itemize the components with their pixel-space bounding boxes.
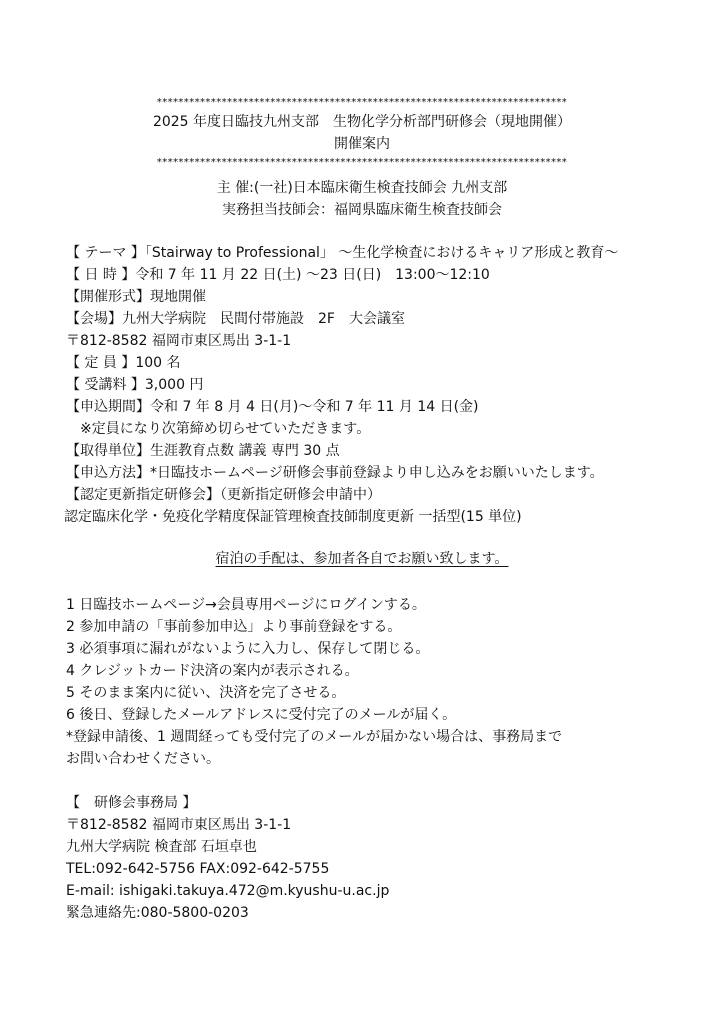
asterisk-divider-top: ****************************************************************************: [156, 97, 568, 108]
practical-organizer: 実務担当技師会：福岡県臨床衛生検査技師会: [222, 202, 502, 218]
application-method-line: 【申込方法】*日臨技ホームページ研修会事前登録より申し込みをお願いいたします。: [66, 465, 604, 481]
certified-training-line: 【認定更新指定研修会】（更新指定研修会申請中）: [66, 487, 381, 503]
step-item-2: 2 参加申請の「事前参加申込」より事前登録をする。: [66, 619, 402, 635]
venue-line: 【会場】九州大学病院 民間付帯施設 2F 大会議室: [66, 311, 405, 327]
credits-line: 【取得単位】生涯教育点数 講義 専門 30 点: [66, 443, 340, 459]
format-line: 【開催形式】現地開催: [66, 289, 206, 305]
fee-line: 【 受講料 】3,000 円: [66, 377, 204, 393]
contact-emergency: 緊急連絡先:080-5800-0203: [66, 905, 249, 921]
contact-affiliation: 九州大学病院 検査部 石垣卓也: [66, 839, 257, 855]
venue-address-line: 〒812-8582 福岡市東区馬出 3-1-1: [66, 333, 292, 349]
asterisk-divider-bottom: ****************************************************************************: [156, 157, 568, 168]
contact-address: 〒812-8582 福岡市東区馬出 3-1-1: [66, 817, 292, 833]
document-subtitle: 開催案内: [334, 136, 390, 152]
contact-heading: 【 研修会事務局 】: [66, 795, 197, 811]
certification-detail-line: 認定臨床化学・免疫化学精度保証管理検査技師制度更新 一括型(15 単位): [64, 509, 522, 525]
capacity-line: 【 定 員 】100 名: [66, 355, 181, 371]
steps-note-line-1: *登録申請後、1 週間経っても受付完了のメールが届かない場合は、事務局まで: [66, 729, 563, 745]
step-item-4: 4 クレジットカード決済の案内が表示される。: [66, 663, 359, 679]
organizer: 主 催:(一社)日本臨床衛生検査技師会 九州支部: [216, 180, 508, 196]
contact-phone-fax: TEL:092-642-5756 FAX:092-642-5755: [66, 861, 330, 877]
step-item-1: 1 日臨技ホームページ→会員専用ページにログインする。: [66, 597, 426, 613]
application-period-line: 【申込期間】令和 7 年 8 月 4 日(月)～令和 7 年 11 月 14 日(金): [66, 399, 479, 415]
capacity-note: ※定員になり次第締め切らせていただきます。: [80, 421, 371, 437]
accommodation-note: 宿泊の手配は、参加者各自でお願い致します。: [215, 551, 509, 567]
document-title: 2025 年度日臨技九州支部 生物化学分析部門研修会（現地開催）: [152, 114, 572, 130]
theme-line: 【 テーマ 】「Stairway to Professional」 ～生化学検査におけるキャリア形成と教育～: [66, 245, 619, 261]
step-item-6: 6 後日、登録したメールアドレスに受付完了のメールが届く。: [66, 707, 457, 723]
step-item-3: 3 必須事項に漏れがないように入力し、保存して閉じる。: [66, 641, 430, 657]
contact-email: E-mail: ishigaki.takuya.472@m.kyushu-u.ac.jp: [66, 883, 390, 899]
step-item-5: 5 そのまま案内に従い、決済を完了させる。: [66, 685, 346, 701]
datetime-line: 【 日 時 】令和 7 年 11 月 22 日(土) ～23 日(日) 13:00～12:10: [66, 267, 490, 283]
steps-note-line-2: お問い合わせください。: [66, 751, 220, 767]
